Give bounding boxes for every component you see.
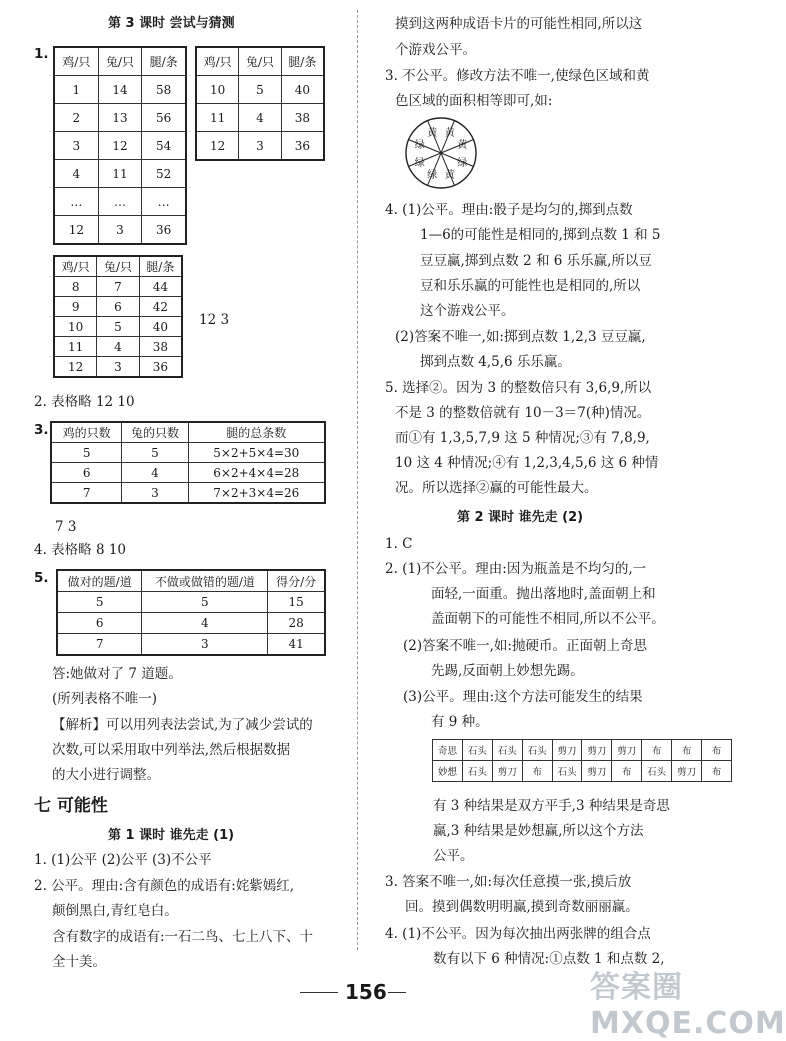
- right-q3-line-2: 色区域的面积相等即可,如:: [395, 93, 553, 109]
- table-cell: 11: [54, 337, 97, 357]
- lesson2-q2-line-1: 2. (1)不公平。理由:因为瓶盖是不均匀的,一: [385, 561, 647, 577]
- table-cell: 12: [54, 357, 97, 378]
- table-cell: 腿/条: [281, 47, 324, 76]
- table-cell: 鸡/只: [54, 256, 97, 277]
- table-row: [196, 76, 324, 104]
- lesson2-q2-line-6: (3)公平。理由:这个方法可能发生的结果: [403, 689, 643, 705]
- footer-rule-right: [388, 992, 406, 993]
- analysis-line-1: 【解析】可以用列表法尝试,为了减少尝试的: [52, 717, 313, 733]
- table-row: [196, 132, 324, 161]
- table-row: [54, 188, 186, 216]
- table-cell: 妙想: [433, 761, 463, 782]
- question-4: 4. 表格略 8 10: [34, 542, 127, 558]
- table-cell: 3: [122, 483, 188, 504]
- table-row: [54, 76, 186, 104]
- table-row: [54, 317, 182, 337]
- table-header-row: [54, 256, 182, 277]
- table-cell: 4: [97, 337, 139, 357]
- lesson1-question-2-line-2: 颠倒黑白,青红皂白。: [52, 903, 178, 919]
- table-cell: 1: [54, 76, 98, 104]
- spinner-label: 绿: [427, 170, 438, 182]
- table-cell: 11: [196, 104, 239, 132]
- table-cell: 兔/只: [97, 256, 139, 277]
- table-cell: 54: [142, 132, 186, 160]
- table-cell: 腿/条: [142, 47, 186, 76]
- table-cell: 41: [268, 634, 325, 656]
- table-score: [56, 569, 326, 656]
- table-cell: 鸡/只: [196, 47, 239, 76]
- table-cell: 布: [522, 761, 552, 782]
- table-row: [57, 613, 325, 634]
- table-cell: 36: [142, 216, 186, 245]
- table-cell: 5: [57, 592, 142, 613]
- right-q4-line-3: 豆豆赢,掷到点数 2 和 6 乐乐赢,所以豆: [420, 253, 652, 269]
- spinner-label: 黄: [427, 127, 438, 139]
- spinner-label: 绿: [457, 157, 468, 169]
- answer-12-3: 12 3: [199, 312, 230, 328]
- lesson2-q2-line-8: 有 3 种结果是双方平手,3 种结果是奇思: [433, 798, 670, 814]
- lesson2-q1: 1. C: [385, 536, 413, 552]
- table-cell: 11: [98, 160, 142, 188]
- table-cell: 鸡的只数: [51, 422, 122, 443]
- table-cell: 4: [54, 160, 98, 188]
- table-cell: …: [98, 188, 142, 216]
- lesson2-q2-line-7: 有 9 种。: [431, 714, 489, 730]
- table-row: [51, 443, 325, 463]
- table-cell: 剪刀: [552, 740, 582, 761]
- table-cell: 做对的题/道: [57, 570, 142, 592]
- table-cell: 布: [702, 740, 732, 761]
- table-header-row: [196, 47, 324, 76]
- right-line-1: 摸到这两种成语卡片的可能性相同,所以这: [395, 16, 643, 32]
- lesson2-q2-line-5: 先踢,反面朝上妙想先踢。: [431, 663, 584, 679]
- lesson1-question-1: 1. (1)公平 (2)公平 (3)不公平: [34, 852, 212, 868]
- lesson2-q2-line-4: (2)答案不唯一,如:抛硬币。正面朝上奇思: [403, 638, 647, 654]
- table-cell: 6×2+4×4=28: [188, 463, 325, 483]
- table-cell: 剪刀: [492, 761, 522, 782]
- table-cell: 得分/分: [268, 570, 325, 592]
- table-row: [54, 337, 182, 357]
- table-cell: 7: [51, 483, 122, 504]
- question-1-label: 1.: [34, 46, 49, 62]
- table-cell: 3: [142, 634, 268, 656]
- column-divider: [357, 10, 358, 950]
- table-cell: 12: [54, 216, 98, 245]
- analysis-line-2: 次数,可以采用取中列举法,然后根据数据: [52, 742, 291, 758]
- table-chicken-rabbit-1: [53, 46, 187, 245]
- table-cell: 12: [98, 132, 142, 160]
- table-cell: 剪刀: [582, 740, 612, 761]
- watermark-logo: [590, 962, 786, 1041]
- table-cell: 6: [97, 297, 139, 317]
- table-chicken-rabbit-2: [195, 46, 325, 161]
- table-cell: 奇思: [433, 740, 463, 761]
- question-3-answer: 7 3: [55, 519, 77, 535]
- table-header-row: [54, 47, 186, 76]
- table-cell: 40: [281, 76, 324, 104]
- right-q4-line-1: 4. (1)公平。理由:骰子是均匀的,掷到点数: [385, 202, 633, 218]
- table-cell: 石头: [492, 740, 522, 761]
- table-cell: 剪刀: [672, 761, 702, 782]
- table-legs-total: [50, 421, 326, 504]
- chapter-title: 七 可能性: [34, 796, 108, 816]
- table-cell: 3: [97, 357, 139, 378]
- table-chicken-rabbit-3: [53, 255, 183, 378]
- table-cell: 52: [142, 160, 186, 188]
- lesson2-q2-line-3: 盖面朝下的可能性不相同,所以不公平。: [431, 611, 665, 627]
- right-q4-line-4: 豆和乐乐赢的可能性也是相同的,所以: [420, 278, 641, 294]
- spinner-label: 黄: [444, 127, 455, 139]
- table-header-row: [57, 570, 325, 592]
- table-cell: 13: [98, 104, 142, 132]
- table-cell: 石头: [522, 740, 552, 761]
- lesson1-question-2-line-4: 全十美。: [52, 954, 106, 970]
- table-cell: 6: [57, 613, 142, 634]
- lesson2-q4-line-1: 4. (1)不公平。因为每次抽出两张牌的组合点: [385, 926, 651, 942]
- right-q4-line-6: (2)答案不唯一,如:掷到点数 1,2,3 豆豆赢,: [395, 329, 646, 345]
- lesson2-q2-line-9: 赢,3 种结果是妙想赢,所以这个方法: [433, 823, 644, 839]
- lesson-3-title: 第 3 课时 尝试与猜测: [108, 16, 235, 31]
- question-2: 2. 表格略 12 10: [34, 394, 135, 410]
- table-cell: 36: [281, 132, 324, 161]
- footer-rule-left: [300, 992, 338, 993]
- right-q4-line-5: 这个游戏公平。: [420, 303, 515, 319]
- right-q5-line-3: 而①有 1,3,5,7,9 这 5 种情况;③有 7,8,9,: [395, 430, 650, 446]
- lesson1-question-2-line-1: 2. 公平。理由:含有颜色的成语有:姹紫嫣红,: [34, 878, 295, 894]
- table-cell: 5: [51, 443, 122, 463]
- table-cell: …: [54, 188, 98, 216]
- question-3-label: 3.: [34, 422, 49, 438]
- table-cell: 石头: [552, 761, 582, 782]
- table-row: [196, 104, 324, 132]
- page-number: 156: [345, 980, 387, 1004]
- table-header-row: [51, 422, 325, 443]
- right-q3-line-1: 3. 不公平。修改方法不唯一,使绿色区域和黄: [385, 68, 650, 84]
- table-cell: 5×2+5×4=30: [188, 443, 325, 463]
- lesson2-q2-line-2: 面轻,一面重。抛出落地时,盖面朝上和: [431, 586, 656, 602]
- table-row: [54, 357, 182, 378]
- table-cell: 7: [97, 277, 139, 297]
- question-5-answer: 答:她做对了 7 道题。: [52, 666, 182, 682]
- analysis-line-3: 的大小进行调整。: [52, 767, 160, 783]
- right-q5-line-4: 10 这 4 种情况;④有 1,2,3,4,5,6 这 6 种情: [395, 455, 659, 471]
- table-cell: 42: [139, 297, 182, 317]
- spinner-diagram: [404, 116, 478, 190]
- table-cell: 2: [54, 104, 98, 132]
- table-row: [54, 132, 186, 160]
- table-row: [433, 740, 732, 761]
- table-cell: 4: [142, 613, 268, 634]
- table-cell: 5: [122, 443, 188, 463]
- table-row: [54, 216, 186, 245]
- lesson2-q3-line-1: 3. 答案不唯一,如:每次任意摸一张,摸后放: [385, 874, 632, 890]
- table-cell: 5: [97, 317, 139, 337]
- lesson-2-title: 第 2 课时 谁先走 (2): [457, 510, 584, 525]
- table-cell: 剪刀: [582, 761, 612, 782]
- table-cell: 58: [142, 76, 186, 104]
- table-cell: 8: [54, 277, 97, 297]
- right-line-2: 个游戏公平。: [395, 42, 476, 58]
- table-cell: 5: [239, 76, 281, 104]
- lesson-1-title: 第 1 课时 谁先走 (1): [108, 828, 235, 843]
- table-cell: 兔/只: [239, 47, 281, 76]
- table-cell: 38: [139, 337, 182, 357]
- spinner-label: 绿: [414, 157, 425, 169]
- table-cell: 40: [139, 317, 182, 337]
- table-row: [54, 104, 186, 132]
- table-cell: 布: [702, 761, 732, 782]
- right-q5-line-5: 况。所以选择②赢的可能性最大。: [395, 480, 598, 496]
- table-cell: 4: [122, 463, 188, 483]
- table-row: [57, 592, 325, 613]
- table-cell: 3: [98, 216, 142, 245]
- table-cell: 10: [54, 317, 97, 337]
- table-cell: 不做或做错的题/道: [142, 570, 268, 592]
- table-cell: 6: [51, 463, 122, 483]
- table-rock-paper-scissors: [432, 739, 732, 782]
- table-cell: 兔的只数: [122, 422, 188, 443]
- table-cell: 布: [612, 761, 642, 782]
- spinner-label: 黄: [444, 170, 455, 182]
- lesson2-q2-line-10: 公平。: [433, 848, 474, 864]
- table-cell: 石头: [462, 740, 492, 761]
- table-cell: 12: [196, 132, 239, 161]
- spinner-label: 绿: [414, 140, 425, 152]
- table-cell: 布: [672, 740, 702, 761]
- watermark-text: 答案圈 MXQE.COM: [590, 970, 786, 1041]
- table-cell: 4: [239, 104, 281, 132]
- table-cell: 剪刀: [612, 740, 642, 761]
- table-row: [54, 160, 186, 188]
- table-cell: 兔/只: [98, 47, 142, 76]
- table-cell: 布: [642, 740, 672, 761]
- lesson2-q3-line-2: 回。摸到偶数明明赢,摸到奇数丽丽赢。: [405, 899, 639, 915]
- right-q5-line-1: 5. 选择②。因为 3 的整数倍只有 3,6,9,所以: [385, 380, 652, 396]
- table-cell: 36: [139, 357, 182, 378]
- table-cell: 7: [57, 634, 142, 656]
- right-q4-line-2: 1—6的可能性是相同的,掷到点数 1 和 5: [420, 227, 661, 243]
- table-cell: 28: [268, 613, 325, 634]
- table-cell: 鸡/只: [54, 47, 98, 76]
- table-cell: …: [142, 188, 186, 216]
- table-cell: 56: [142, 104, 186, 132]
- table-cell: 38: [281, 104, 324, 132]
- table-row: [51, 483, 325, 504]
- table-cell: 10: [196, 76, 239, 104]
- table-row: [54, 277, 182, 297]
- table-row: [51, 463, 325, 483]
- table-cell: 3: [54, 132, 98, 160]
- right-q4-line-7: 掷到点数 4,5,6 乐乐赢。: [420, 354, 571, 370]
- spinner-label: 黄: [457, 140, 468, 152]
- table-cell: 5: [142, 592, 268, 613]
- table-cell: 石头: [642, 761, 672, 782]
- table-cell: 石头: [462, 761, 492, 782]
- lesson1-question-2-line-3: 含有数字的成语有:一石二鸟、七上八下、十: [52, 929, 314, 945]
- lesson2-q4-line-2: 数有以下 6 种情况:①点数 1 和点数 2,: [433, 951, 665, 967]
- table-cell: 15: [268, 592, 325, 613]
- table-cell: 腿的总条数: [188, 422, 325, 443]
- table-cell: 9: [54, 297, 97, 317]
- right-q5-line-2: 不是 3 的整数倍就有 10－3＝7(种)情况。: [395, 405, 651, 421]
- table-cell: 7×2+3×4=26: [188, 483, 325, 504]
- question-5-note: (所列表格不唯一): [52, 691, 158, 707]
- table-row: [54, 297, 182, 317]
- table-row: [433, 761, 732, 782]
- table-cell: 14: [98, 76, 142, 104]
- table-cell: 腿/条: [139, 256, 182, 277]
- table-cell: 3: [239, 132, 281, 161]
- table-row: [57, 634, 325, 656]
- table-cell: 44: [139, 277, 182, 297]
- question-5-label: 5.: [34, 570, 49, 586]
